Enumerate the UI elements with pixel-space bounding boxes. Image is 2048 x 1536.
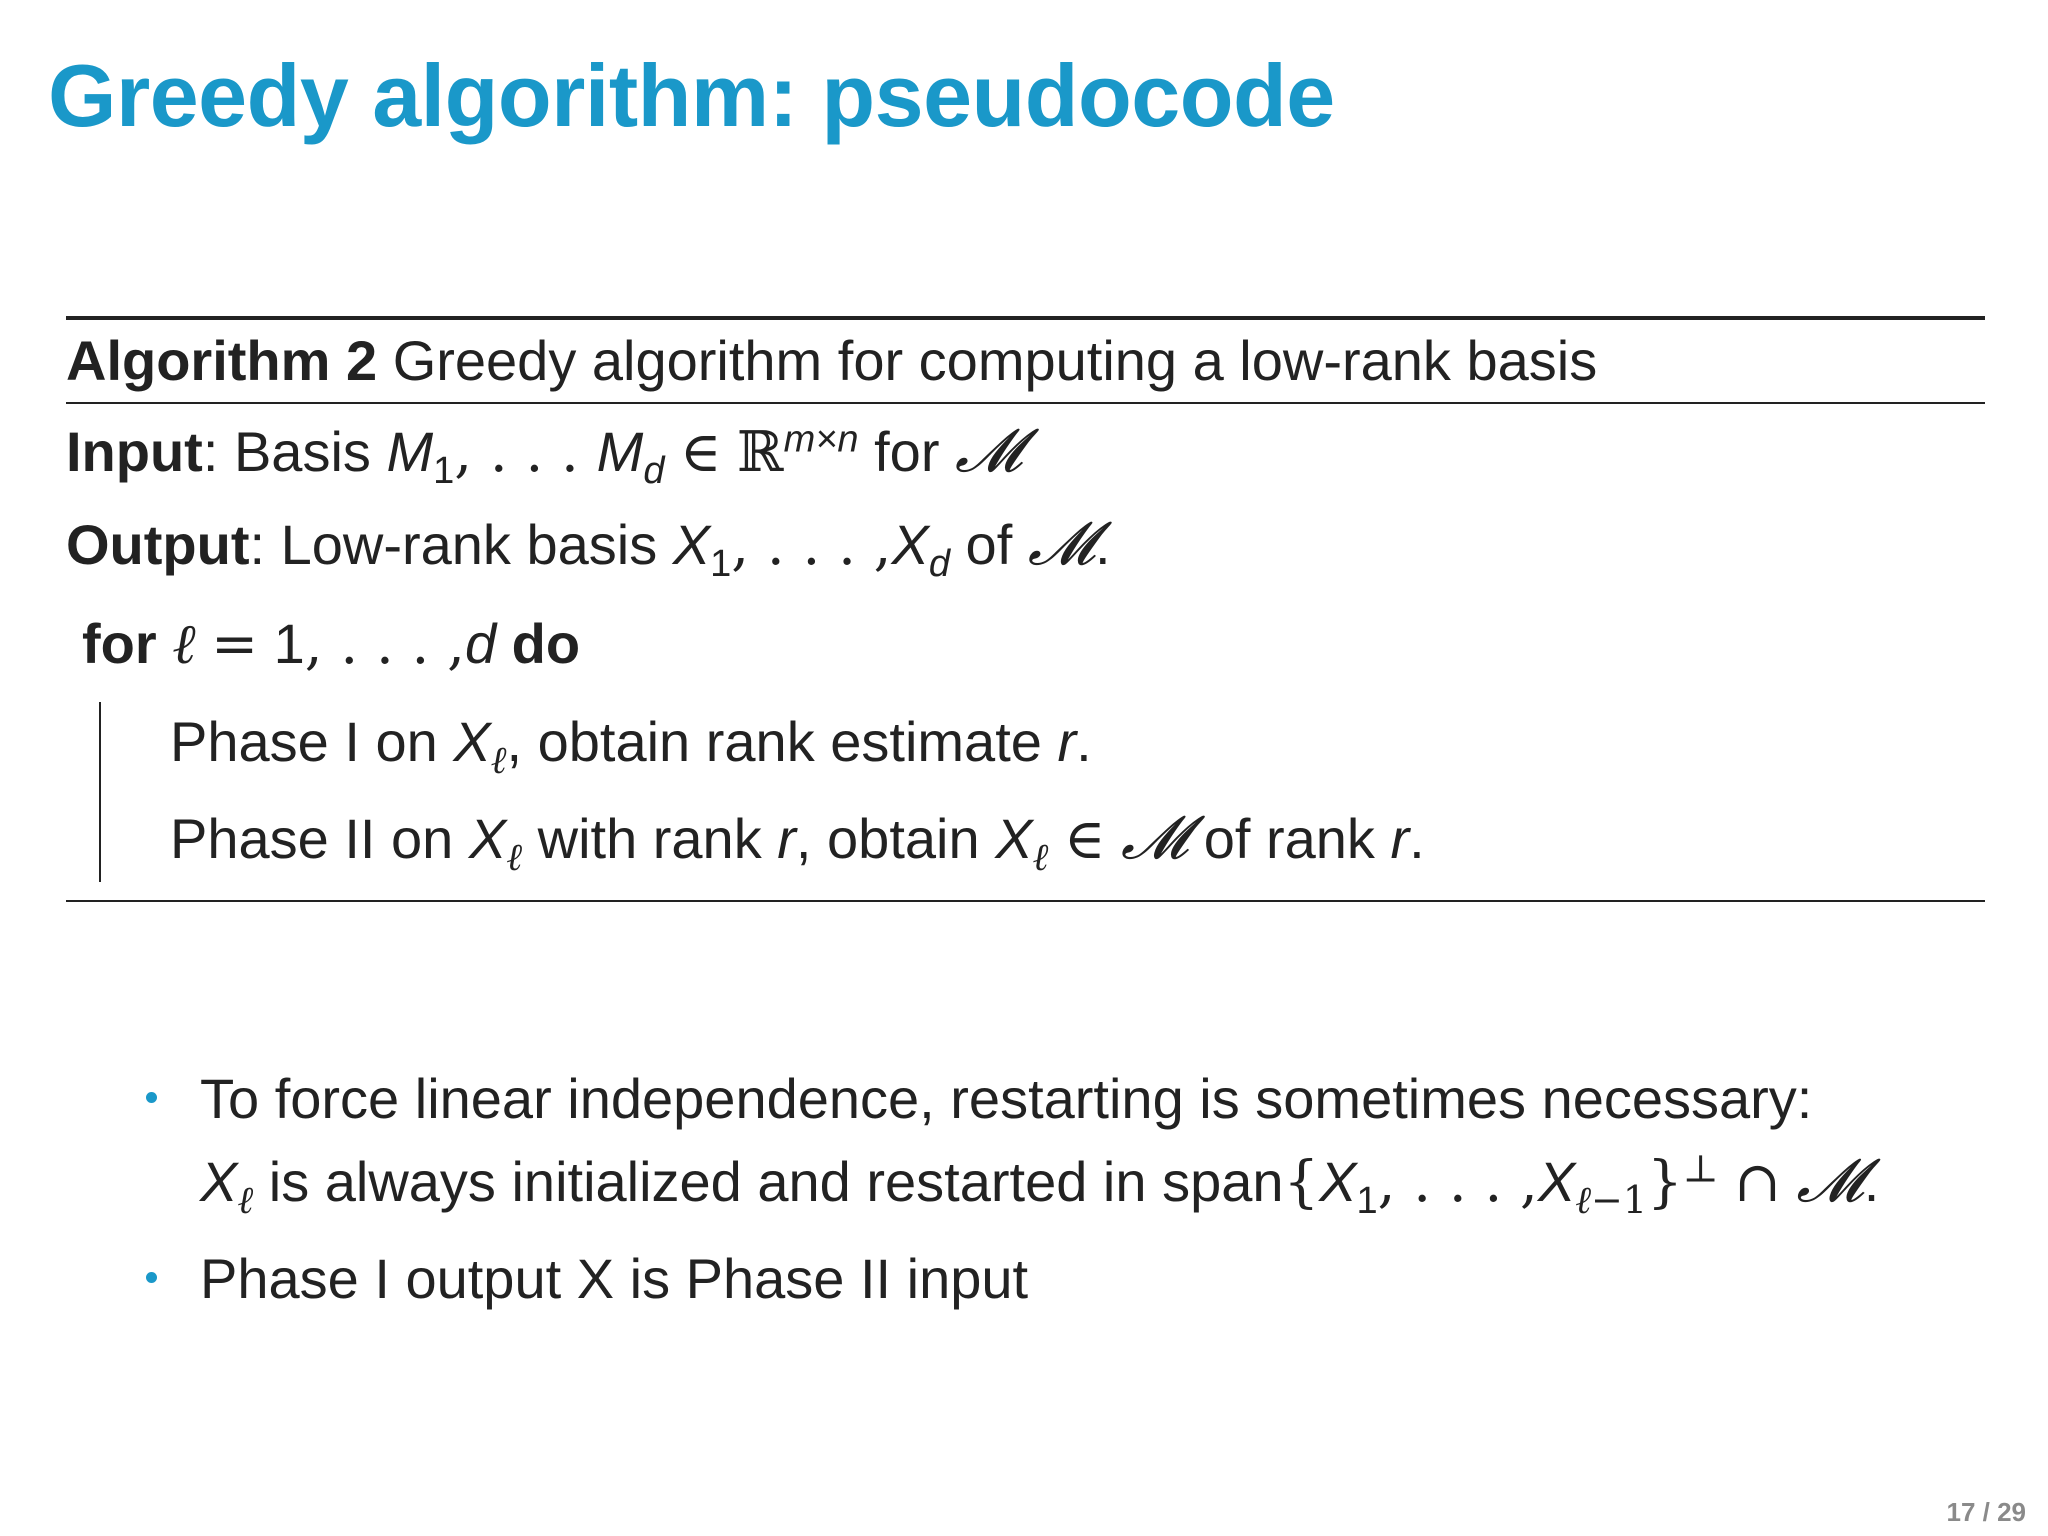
algorithm-box: [66, 316, 1985, 902]
input-keyword: Input: [66, 420, 203, 483]
algorithm-label: Algorithm 2: [66, 329, 378, 392]
algorithm-bottom-rule: [66, 900, 1985, 902]
bullet-text: Phase I output X is Phase II input: [200, 1247, 1029, 1310]
slide-title: Greedy algorithm: pseudocode: [48, 46, 1335, 145]
algorithm-caption-row: [66, 320, 1985, 402]
algorithm-loop-body: [66, 694, 1985, 886]
algorithm-step-1: Phase I on $X_\ell$, obtain rank estimate r.: [170, 710, 1092, 783]
bullet-dot-icon: [146, 1092, 157, 1103]
bullet-list: [146, 1058, 2026, 1320]
do-keyword: do: [511, 612, 581, 675]
output-keyword: Output: [66, 513, 250, 576]
bullet-item: To force linear independence, restarting is sometimes necessary: $X_\ell$ is always initialized and restarted in $span\{X_1$, . . . $,X_{\ell-1}\}^\perp$ ∩ 𝓜.: [146, 1058, 2026, 1222]
algorithm-loop-header: for ℓ = 1, . . . ,d do: [82, 612, 581, 677]
page-number: 17 / 29: [1946, 1497, 2026, 1527]
algorithm-output-line: Output: Low-rank basis $X_1$, . . . $,X_d$ of 𝓜.: [66, 509, 1111, 586]
algorithm-caption: Greedy algorithm for computing a low-rank basis: [392, 329, 1598, 392]
algorithm-step-2: Phase II on $X_\ell$ with rank r, obtain $X_\ell$ ∈ 𝓜 of rank r.: [170, 803, 1425, 880]
algorithm-input-line: Input: Basis $M_1$, . . . $M_d$ ∈ ℝ$^{m\times n}$ for 𝓜: [66, 416, 1023, 493]
algorithm-caption-rule: [66, 402, 1985, 404]
bullet-item: [146, 1238, 2026, 1320]
bullet-dot-icon: [146, 1272, 157, 1283]
for-keyword: for: [82, 612, 157, 675]
loop-body-bar: [99, 702, 101, 882]
